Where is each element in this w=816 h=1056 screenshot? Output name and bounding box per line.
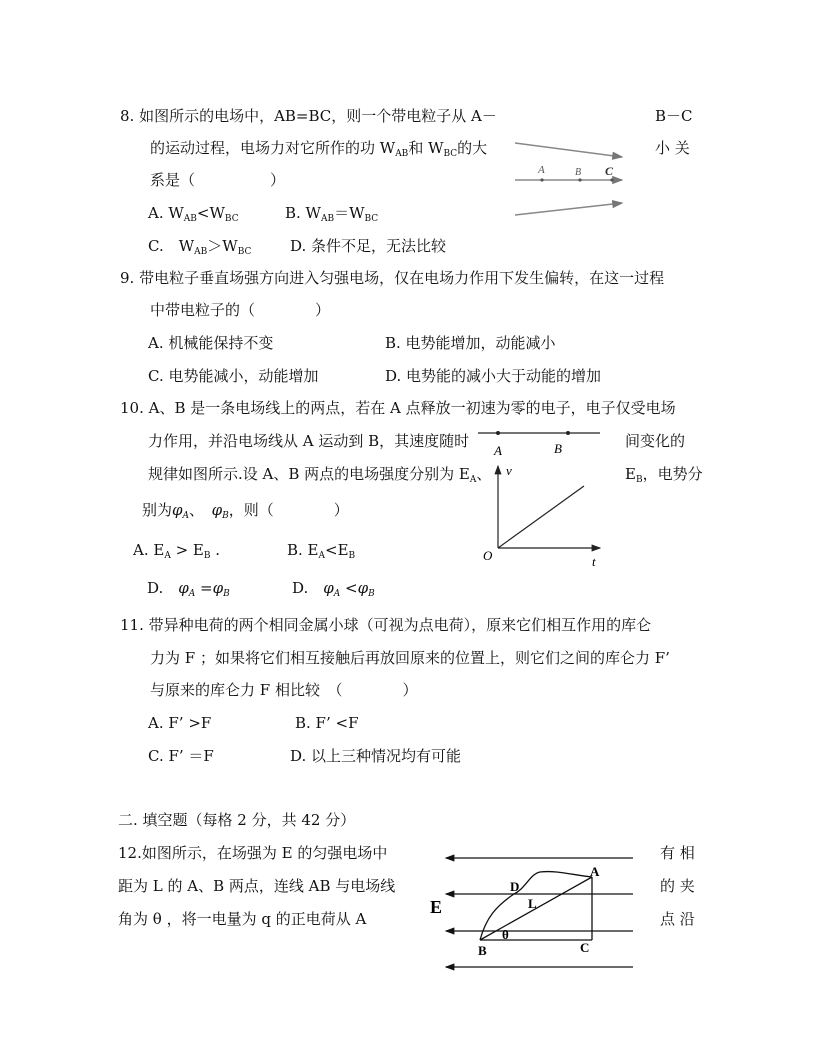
point-b bbox=[578, 178, 581, 181]
label-e: E bbox=[430, 897, 443, 917]
label-v: v bbox=[506, 463, 512, 478]
q12-line2: 距为 L 的 A、B 两点，连线 AB 与电场线 bbox=[118, 877, 396, 895]
point-a bbox=[540, 178, 543, 181]
q8-line2-tail: 小 关 bbox=[655, 139, 690, 157]
q9-line2: 中带电粒子的（ ） bbox=[150, 301, 331, 319]
q8-option-b: B. $W_{AB}=W_{BC}$ bbox=[285, 204, 379, 224]
q10-line4: 别为$\varphi_A$、 $\varphi_B$，则（ ） bbox=[142, 501, 349, 521]
q10-line2: 力作用，并沿电场线从 A 运动到 B，其速度随时 bbox=[148, 432, 470, 450]
q8-line3: 系是（ ） bbox=[150, 171, 286, 189]
q10-velocity-graph bbox=[478, 462, 608, 572]
q11-option-c: C. F’ ＝F bbox=[148, 747, 214, 765]
q10-option-a: A. $E_A > E_B$ . bbox=[133, 541, 221, 561]
label-a: A bbox=[538, 164, 545, 176]
section-2-title: 二. 填空题（每格 2 分，共 42 分） bbox=[118, 811, 356, 829]
q12-line1-tail: 有 相 bbox=[660, 844, 695, 862]
label-l: L bbox=[528, 896, 537, 911]
label-theta: θ bbox=[502, 927, 509, 942]
label-b: B bbox=[554, 441, 562, 456]
q8-line1: 8. 如图所示的电场中，AB=BC，则一个带电粒子从 A－ bbox=[120, 107, 497, 125]
label-c: C bbox=[605, 164, 614, 178]
label-d: D bbox=[510, 879, 520, 894]
q10-option-c: D. $\varphi_A =\varphi_B$ bbox=[147, 579, 230, 599]
q8-option-a: A. $W_{AB}<W_{BC}$ bbox=[148, 204, 239, 224]
field-line-top bbox=[515, 143, 622, 157]
q12-line1: 12.如图所示，在场强为 E 的匀强电场中 bbox=[118, 844, 388, 862]
q10-field-line-figure bbox=[478, 425, 603, 460]
q11-line3: 与原来的库仑力 F 相比较 （ ） bbox=[150, 681, 418, 699]
label-c: C bbox=[580, 940, 590, 955]
q12-field-figure bbox=[428, 848, 638, 974]
label-a: A bbox=[590, 864, 600, 879]
q11-option-a: A. F’ >F bbox=[148, 714, 212, 732]
point-b bbox=[566, 431, 570, 435]
point-c bbox=[610, 178, 613, 181]
label-a: A bbox=[494, 443, 502, 458]
q12-line3-tail: 点 沿 bbox=[660, 910, 695, 928]
q8-option-d: D. 条件不足，无法比较 bbox=[290, 237, 447, 255]
q10-line3-tail: $E_B$，电势分 bbox=[625, 465, 703, 485]
q10-option-d: D. $\varphi_A <\varphi_B$ bbox=[292, 579, 375, 599]
q8-line1-tail: B－C bbox=[655, 107, 693, 125]
q9-option-b: B. 电势能增加，动能减小 bbox=[385, 334, 556, 352]
q10-line3: 规律如图所示.设 A、B 两点的电场强度分别为 $E_A$、 bbox=[148, 465, 492, 485]
velocity-line bbox=[498, 486, 584, 548]
label-b: B bbox=[478, 943, 487, 958]
field-line-bottom bbox=[515, 203, 622, 215]
q9-option-a: A. 机械能保持不变 bbox=[148, 334, 274, 352]
label-o: O bbox=[483, 548, 493, 563]
q9-option-c: C. 电势能减小，动能增加 bbox=[148, 367, 319, 385]
q9-line1: 9. 带电粒子垂直场强方向进入匀强电场，仅在电场力作用下发生偏转，在这一过程 bbox=[120, 269, 665, 287]
q11-option-d: D. 以上三种情况均有可能 bbox=[290, 747, 462, 765]
label-t: t bbox=[592, 554, 596, 569]
q12-line3: 角为 θ ，将一电量为 q 的正电荷从 A bbox=[118, 910, 367, 928]
point-a bbox=[496, 431, 500, 435]
q12-line2-tail: 的 夹 bbox=[660, 877, 695, 895]
label-b: B bbox=[575, 167, 582, 178]
q11-option-b: B. F’ <F bbox=[295, 714, 359, 732]
q10-line1: 10. A、B 是一条电场线上的两点，若在 A 点释放一初速为零的电子，电子仅受电场 bbox=[120, 399, 676, 417]
q11-line1: 11. 带异种电荷的两个相同金属小球（可视为点电荷），原来它们相互作用的库仑 bbox=[120, 616, 652, 634]
q8-field-figure bbox=[510, 135, 640, 220]
q8-line2: 的运动过程，电场力对它所作的功 $W_{AB}$和 $W_{BC}$的大 bbox=[150, 139, 488, 159]
q10-line2-tail: 间变化的 bbox=[625, 432, 686, 450]
q8-option-c: C. $W_{AB}>W_{BC}$ bbox=[148, 237, 252, 257]
q9-option-d: D. 电势能的减小大于动能的增加 bbox=[385, 367, 602, 385]
q11-line2: 力为 F ；如果将它们相互接触后再放回原来的位置上，则它们之间的库仑力 F’ bbox=[150, 649, 670, 667]
q10-option-b: B. $E_A<E_B$ bbox=[287, 541, 356, 561]
